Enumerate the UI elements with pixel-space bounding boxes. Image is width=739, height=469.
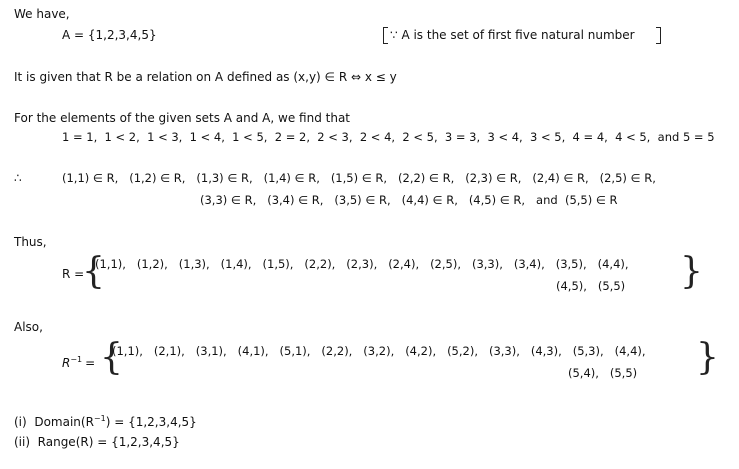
- r-inverse-open-brace: {: [100, 337, 123, 378]
- members-line-2: (3,3) ∈ R, (3,4) ∈ R, (3,5) ∈ R, (4,4) ∈ R, (4,5) ∈ R, and (5,5) ∈ R: [200, 193, 618, 207]
- note-close-bracket: [656, 27, 661, 44]
- for-elements-text: For the elements of the given sets A and A, we find that: [14, 111, 350, 125]
- r-close-brace: }: [680, 251, 703, 292]
- r-label: R =: [62, 267, 85, 281]
- comparisons-line: 1 = 1, 1 < 2, 1 < 3, 1 < 4, 1 < 5, 2 = 2, 2 < 3, 2 < 4, 2 < 5, 3 = 3, 3 < 4, 3 < 5, 4 = 4, 4 < 5, and 5 = 5: [62, 130, 715, 144]
- thus-text: Thus,: [14, 235, 47, 249]
- note-text: ∵ A is the set of first five natural number: [390, 28, 635, 42]
- domain-line: (i) $Domain(R^{-1}) = \{1,2,3,4,5\}$: [14, 414, 197, 429]
- r-inverse-elements-line-1: (1,1), (2,1), (3,1), (4,1), (5,1), (2,2), (3,2), (4,2), (5,2), (3,3), (4,3), (5,3), (4,4),: [112, 344, 646, 358]
- also-text: Also,: [14, 320, 43, 334]
- r-elements-line-2: (4,5), (5,5): [556, 279, 626, 293]
- note-open-bracket: [383, 27, 388, 44]
- r-open-brace: {: [82, 251, 105, 292]
- range-line: (ii) Range(R) = {1,2,3,4,5}: [14, 435, 180, 449]
- r-inverse-elements-line-2: (5,4), (5,5): [568, 366, 638, 380]
- r-inverse-close-brace: }: [696, 337, 719, 378]
- members-line-1: (1,1) ∈ R, (1,2) ∈ R, (1,3) ∈ R, (1,4) ∈ R, (1,5) ∈ R, (2,2) ∈ R, (2,3) ∈ R, (2,4) ∈ R, (2,5) ∈ R,: [62, 171, 656, 185]
- intro-text: We have,: [14, 7, 70, 21]
- set-a-definition: A = {1,2,3,4,5}: [62, 28, 157, 42]
- r-inverse-label: $R^{-1}$ =: [62, 355, 96, 370]
- given-statement: It is given that R be a relation on A defined as (x,y) ∈ R ⇔ x ≤ y: [14, 70, 397, 84]
- therefore-symbol: ∴: [14, 171, 22, 185]
- r-elements-line-1: (1,1), (1,2), (1,3), (1,4), (1,5), (2,2), (2,3), (2,4), (2,5), (3,3), (3,4), (3,5), (4,4),: [95, 257, 629, 271]
